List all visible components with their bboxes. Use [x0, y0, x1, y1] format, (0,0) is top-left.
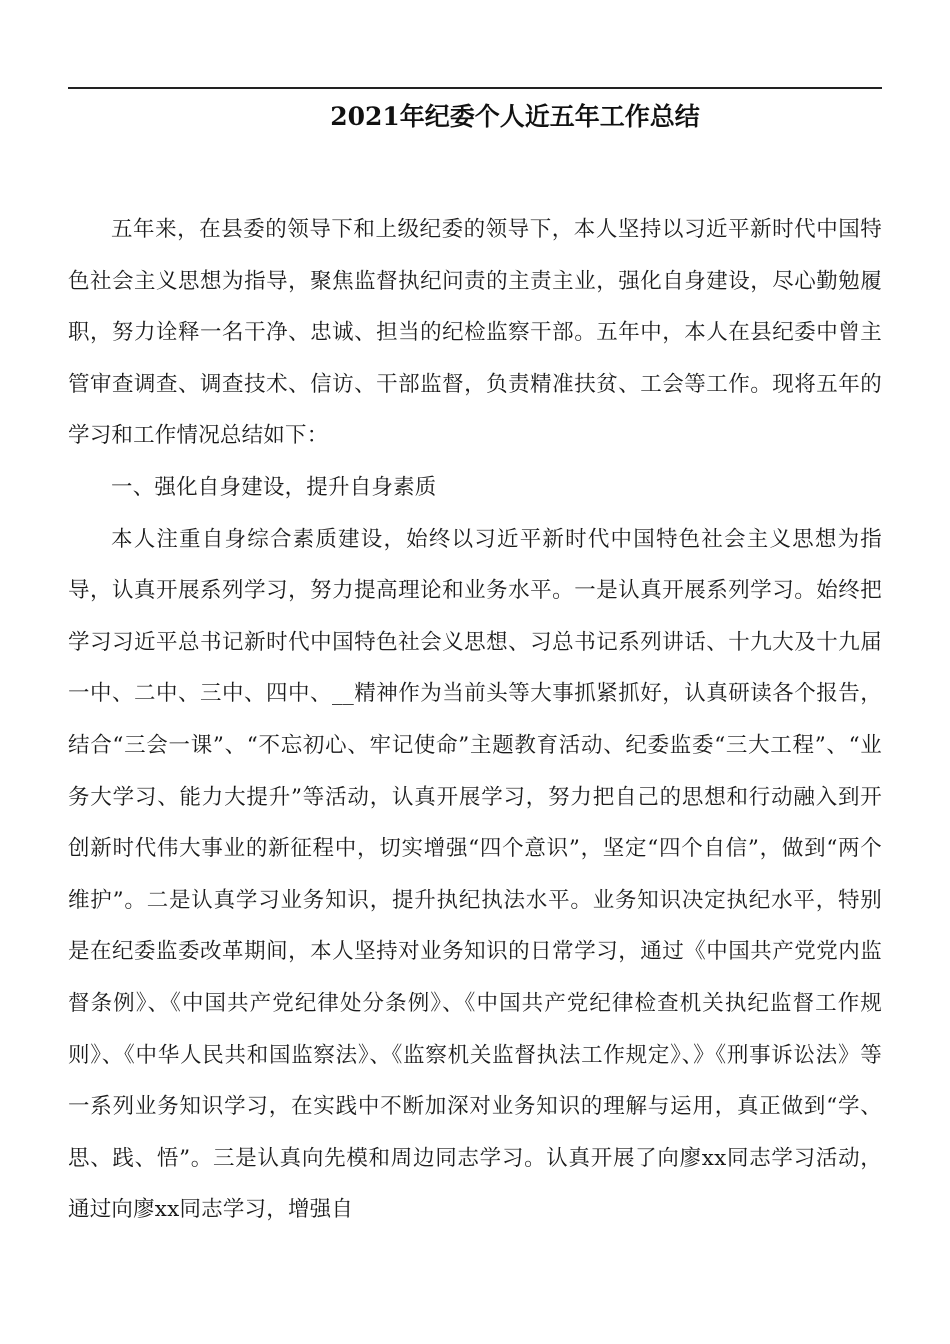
document-body: [68, 204, 882, 1236]
section-1-paragraph: 本人注重自身综合素质建设，始终以习近平新时代中国特色社会主义思想为指导，认真开展系列学习，努力提高理论和业务水平。一是认真开展系列学习。始终把学习习近平总书记新时代中国特色社会义思想、习总书记系列讲话、十九大及十九届一中、二中、三中、四中、__精神作为当前头等大事抓紧抓好，认真研读各个报告，结合“三会一课”、“不忘初心、牢记使命”主题教育活动、纪委监委“三大工程”、“业务大学习、能力大提升”等活动，认真开展学习，努力把自己的思想和行动融入到开创新时代伟大事业的新征程中，切实增强“四个意识”，坚定“四个自信”，做到“两个维护”。二是认真学习业务知识，提升执纪执法水平。业务知识决定执纪水平，特别是在纪委监委改革期间，本人坚持对业务知识的日常学习，通过《中国共产党党内监督条例》、《中国共产党纪律处分条例》、《中国共产党纪律检查机关执纪监督工作规则》、《中华人民共和国监察法》、《监察机关监督执法工作规定》、》《刑事诉讼法》等一系列业务知识学习，在实践中不断加深对业务知识的理解与运用，真正做到“学、思、践、悟”。三是认真向先模和周边同志学习。认真开展了向廖xx同志学习活动，通过向廖xx同志学习，增强自: [68, 526, 882, 1223]
header-rule: [68, 87, 882, 89]
section-heading-1: 一、强化自身建设，提升自身素质: [111, 474, 437, 500]
intro-paragraph: 五年来，在县委的领导下和上级纪委的领导下，本人坚持以习近平新时代中国特色社会主义思想为指导，聚焦监督执纪问责的主责主业，强化自身建设，尽心勤勉履职，努力诠释一名干净、忠诚、担当的纪检监察干部。五年中，本人在县纪委中曾主管审查调查、调查技术、信访、干部监督，负责精准扶贫、工会等工作。现将五年的学习和工作情况总结如下：: [68, 217, 882, 449]
document-title: 2021年纪委个人近五年工作总结: [330, 102, 700, 131]
